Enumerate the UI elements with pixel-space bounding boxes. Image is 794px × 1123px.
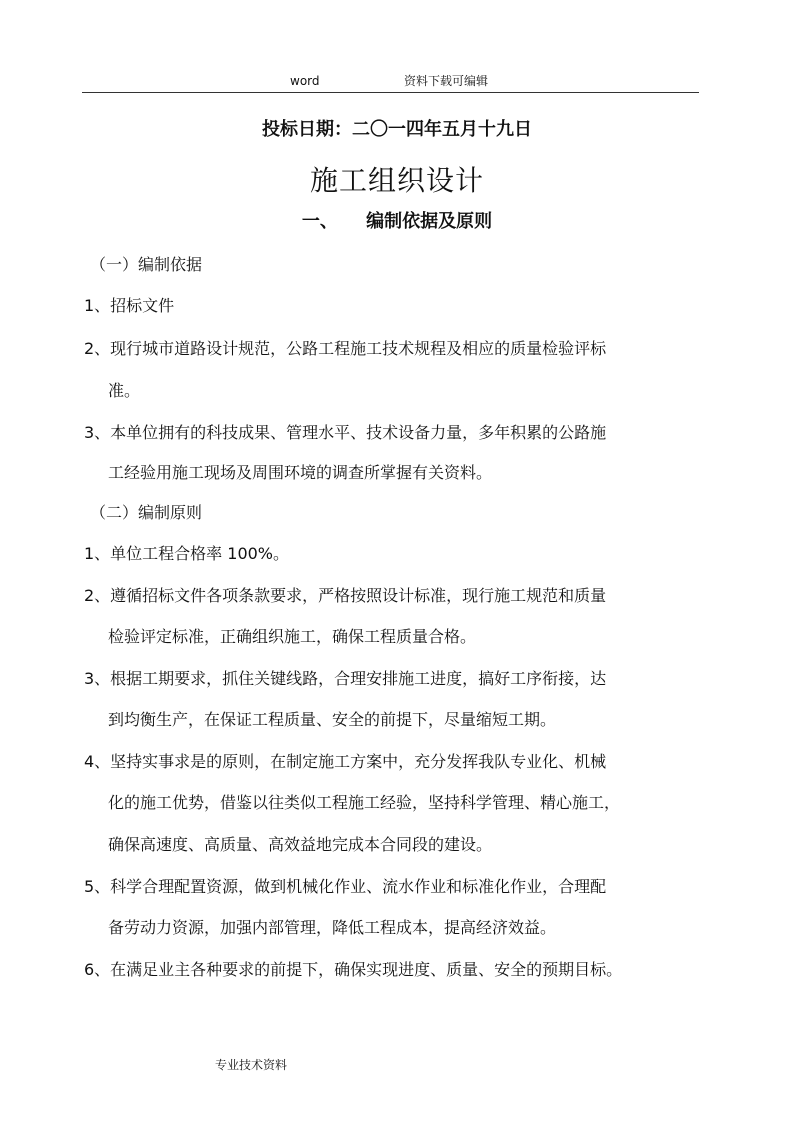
page-footer: 专业技术资料: [215, 1058, 288, 1072]
page-header: [82, 74, 699, 93]
subheading-basis: （一）编制依据: [90, 255, 203, 274]
paragraph-line: 备劳动力资源，加强内部管理，降低工程成本，提高经济效益。: [108, 918, 557, 937]
paragraph-line: 检验评定标准，正确组织施工，确保工程质量合格。: [108, 627, 477, 646]
paragraph-line: 确保高速度、高质量、高效益地完成本合同段的建设。: [108, 835, 493, 854]
header-left-text: word: [290, 74, 320, 88]
subheading-principles: （二）编制原则: [90, 503, 203, 522]
tender-date: 投标日期：二〇一四年五月十九日: [262, 119, 532, 140]
paragraph-line: 工经验用施工现场及周围环境的调查所掌握有关资料。: [108, 463, 493, 482]
paragraph-line: 3、根据工期要求，抓住关键线路，合理安排施工进度，搞好工序衔接，达: [84, 669, 607, 688]
section-heading: [0, 210, 794, 234]
paragraph-line: 1、招标文件: [84, 296, 175, 315]
paragraph-line: 5、科学合理配置资源，做到机械化作业、流水作业和标准化作业，合理配: [84, 877, 607, 896]
paragraph-line: 准。: [108, 381, 141, 400]
paragraph-line: 1、单位工程合格率 100%。: [84, 544, 290, 563]
paragraph-line: 4、坚持实事求是的原则，在制定施工方案中，充分发挥我队专业化、机械: [84, 752, 607, 771]
paragraph-line: 2、现行城市道路设计规范，公路工程施工技术规程及相应的质量检验评标: [84, 339, 607, 358]
paragraph-line: 6、在满足业主各种要求的前提下，确保实现进度、质量、安全的预期目标。: [84, 960, 623, 979]
section-heading-text: 编制依据及原则: [366, 211, 493, 232]
paragraph-line: 到均衡生产，在保证工程质量、安全的前提下，尽量缩短工期。: [108, 710, 557, 729]
paragraph-line: 化的施工优势，借鉴以往类似工程施工经验，坚持科学管理、精心施工，: [108, 793, 621, 812]
paragraph-line: 3、本单位拥有的科技成果、管理水平、技术设备力量，多年积累的公路施: [84, 423, 607, 442]
document-title: 施工组织设计: [309, 164, 484, 197]
header-right-text: 资料下载可编辑: [404, 74, 489, 88]
paragraph-line: 2、遵循招标文件各项条款要求，严格按照设计标准，现行施工规范和质量: [84, 586, 607, 605]
section-number: 一、: [301, 211, 338, 232]
